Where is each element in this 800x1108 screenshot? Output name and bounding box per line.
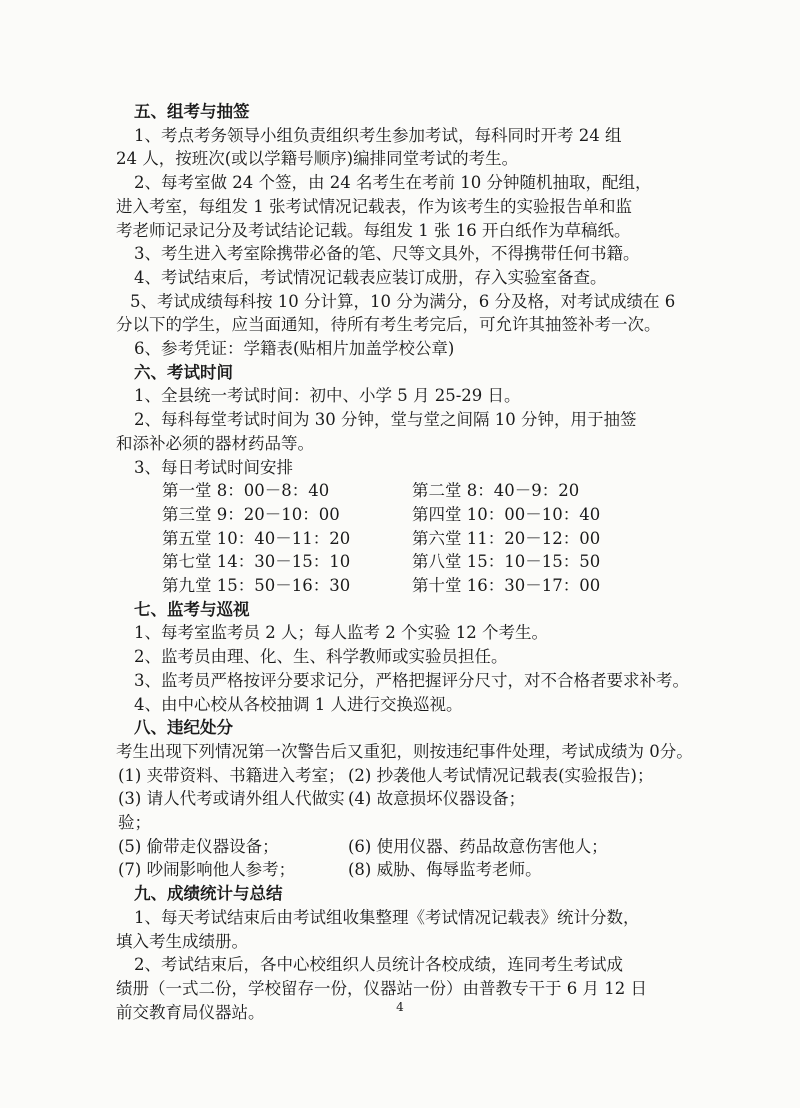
list-item-row <box>116 764 696 788</box>
list-item: (7) 吵闹影响他人参考； <box>118 860 296 880</box>
violation-list <box>116 764 696 883</box>
schedule-cell: 第一堂 8：00－8：40 <box>162 481 330 501</box>
schedule-row <box>162 503 696 527</box>
schedule-row <box>162 574 696 598</box>
list-item-row <box>116 858 696 882</box>
paragraph: 3、考生进入考室除携带必备的笔、尺等文具外，不得携带任何书籍。 <box>134 244 640 264</box>
paragraph: 进入考室，每组发 1 张考试情况记载表，作为该考生的实验报告单和监 <box>116 196 632 216</box>
schedule-cell: 第六堂 11：20－12：00 <box>412 528 601 548</box>
paragraph: 填入考生成绩册。 <box>116 931 248 951</box>
schedule-cell: 第九堂 15：50－16：30 <box>162 576 351 595</box>
paragraph: 3、监考员严格按评分要求记分，严格把握评分尺寸，对不合格者要求补考。 <box>134 670 689 690</box>
list-item: (5) 偷带走仪器设备； <box>118 836 279 856</box>
list-item: (2) 抄袭他人考试情况记载表(实验报告)； <box>348 765 654 785</box>
paragraph: 4、考试结束后，考试情况记载表应装订成册，存入实验室备查。 <box>134 267 607 287</box>
list-item-row <box>116 835 696 859</box>
document-body <box>116 100 696 1024</box>
schedule-row <box>162 550 696 574</box>
list-item: (6) 使用仪器、药品故意伤害他人； <box>348 836 608 856</box>
schedule-cell: 第七堂 14：30－15：10 <box>162 552 351 572</box>
paragraph: 前交教育局仪器站。 <box>116 1002 265 1022</box>
paragraph: 1、每天考试结束后由考试组收集整理《考试情况记载表》统计分数， <box>134 907 640 927</box>
paragraph: 3、每日考试时间安排 <box>134 457 293 477</box>
section-heading-8: 八、违纪处分 <box>134 718 233 738</box>
section-heading-6: 六、考试时间 <box>134 362 233 382</box>
paragraph: 1、全县统一考试时间：初中、小学 5 月 25-29 日。 <box>134 386 521 406</box>
paragraph: 考老师记录记分及考试结论记载。每组发 1 张 16 开白纸作为草稿纸。 <box>116 220 631 240</box>
schedule-cell: 第十堂 16：30－17：00 <box>412 576 601 595</box>
paragraph: 2、每科每堂考试时间为 30 分钟，堂与堂之间隔 10 分钟，用于抽签 <box>134 410 637 430</box>
paragraph: 1、考点考务领导小组负责组织考生参加考试，每科同时开考 24 组 <box>134 125 622 145</box>
paragraph: 分以下的学生，应当面通知，待所有考生考完后，可允许其抽签补考一次。 <box>116 315 661 335</box>
list-item: (1) 夹带资料、书籍进入考室； <box>118 765 345 785</box>
schedule-cell: 第四堂 10：00－10：40 <box>412 504 601 524</box>
paragraph: 绩册（一式二份，学校留存一份，仪器站一份）由普教专干于 6 月 12 日 <box>116 978 647 998</box>
list-item-row <box>116 787 696 834</box>
paragraph: 4、由中心校从各校抽调 1 人进行交换巡视。 <box>134 694 463 714</box>
paragraph: 6、参考凭证：学籍表(贴相片加盖学校公章) <box>134 339 455 359</box>
paragraph: 5、考试成绩每科按 10 分计算，10 分为满分，6 分及格，对考试成绩在 6 <box>130 291 676 311</box>
section-heading-9: 九、成绩统计与总结 <box>134 884 283 904</box>
schedule-cell: 第五堂 10：40－11：20 <box>162 528 351 548</box>
schedule-cell: 第二堂 8：40－9：20 <box>412 481 580 501</box>
schedule-row <box>162 527 696 551</box>
page-number: 4 <box>396 1000 404 1014</box>
paragraph: 1、每考室监考员 2 人；每人监考 2 个实验 12 个考生。 <box>134 623 548 643</box>
schedule-cell: 第八堂 15：10－15：50 <box>412 552 601 572</box>
paragraph: 2、监考员由理、化、生、科学教师或实验员担任。 <box>134 647 508 667</box>
list-item: (4) 故意损坏仪器设备； <box>348 789 526 809</box>
schedule-row <box>162 479 696 503</box>
paragraph: 2、每考室做 24 个签，由 24 名考生在考前 10 分钟随机抽取，配组， <box>134 173 652 193</box>
paragraph: 考生出现下列情况第一次警告后又重犯，则按违纪事件处理，考试成绩为 0分。 <box>116 741 693 761</box>
schedule-table <box>116 479 696 597</box>
section-heading-5: 五、组考与抽签 <box>134 102 250 121</box>
paragraph: 2、考试结束后，各中心校组织人员统计各校成绩，连同考生考试成 <box>134 955 623 975</box>
list-item: (3) 请人代考或请外组人代做实验； <box>118 789 345 833</box>
list-item: (8) 威胁、侮辱监考老师。 <box>348 860 542 880</box>
paragraph: 24 人，按班次(或以学籍号顺序)编排同堂考试的考生。 <box>116 149 519 169</box>
paragraph: 和添补必须的器材药品等。 <box>116 433 314 453</box>
section-heading-7: 七、监考与巡视 <box>134 599 250 619</box>
schedule-cell: 第三堂 9：20－10：00 <box>162 504 340 524</box>
